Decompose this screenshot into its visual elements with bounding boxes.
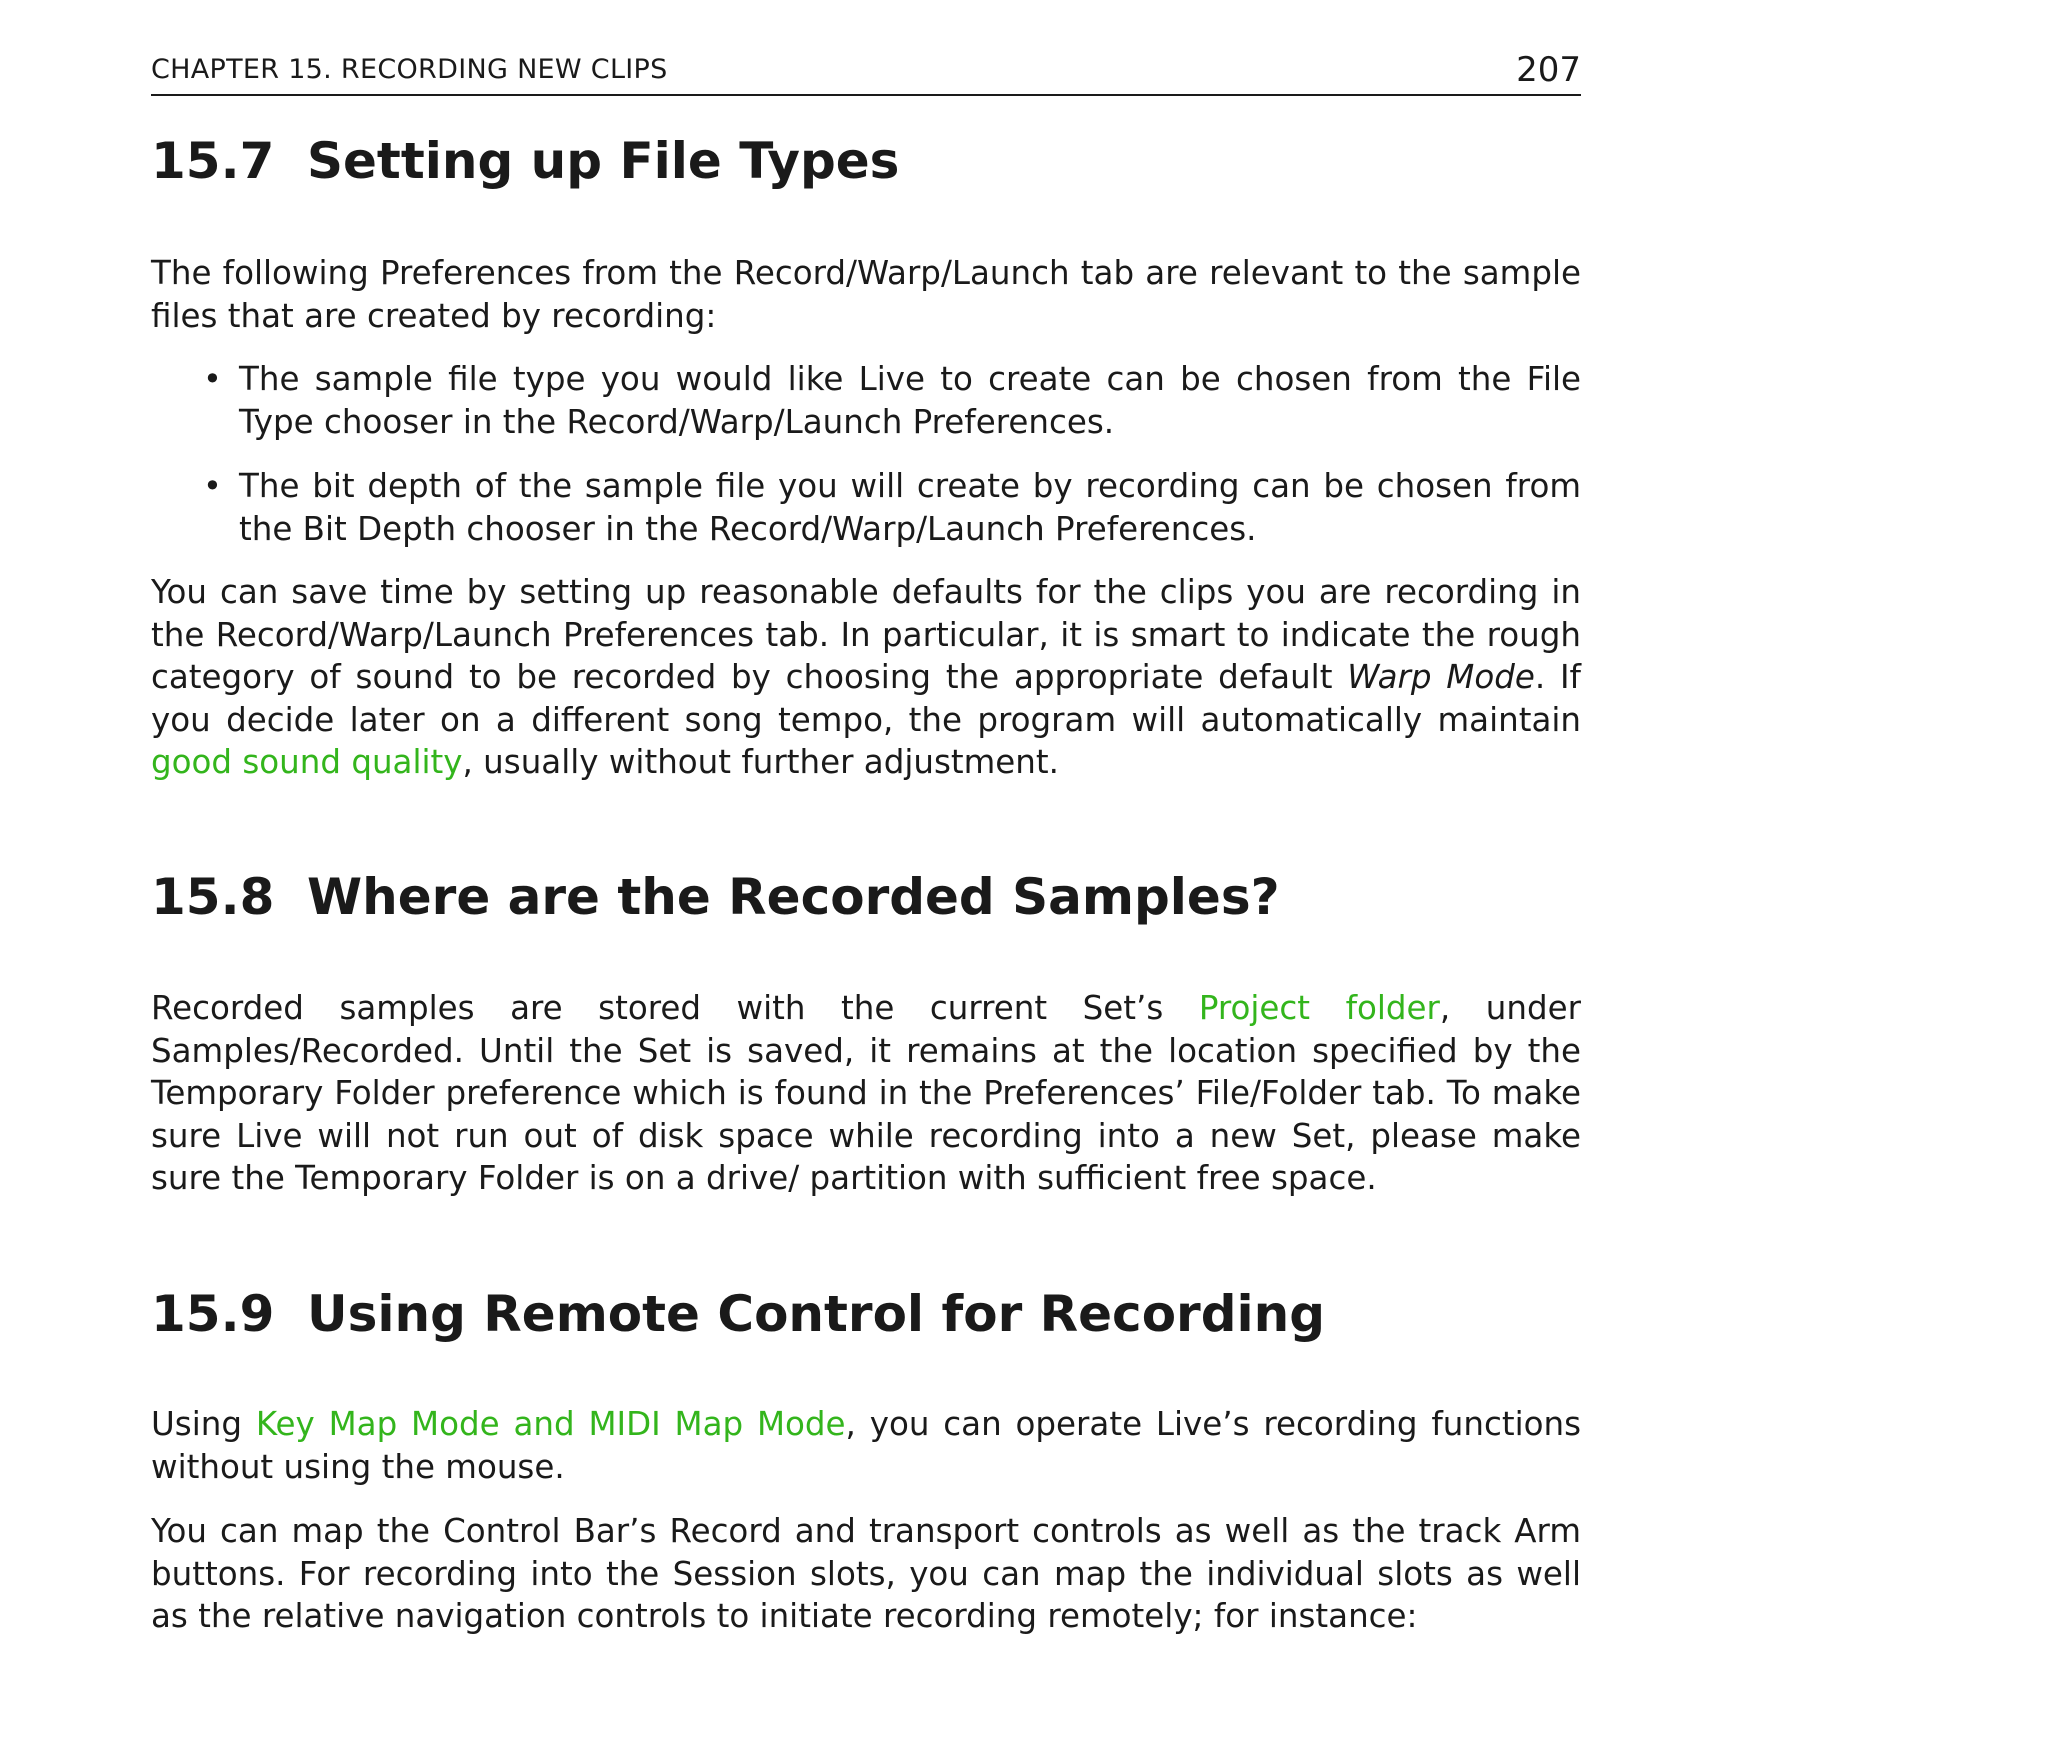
paragraph-text: , under Samples/Recorded. Until the Set is saved, it remains at the location specified by the Temporary Folder preference which is found in the Preferences’ File/Folder tab. To make sure Live will not run out of disk space while recording into a new Set, please make sure the Temporary Folder is on a drive/ partition with sufficient free space. bbox=[151, 989, 1581, 1197]
section-number: 15.9 bbox=[151, 1285, 275, 1343]
section-title: Setting up File Types bbox=[307, 132, 900, 190]
project-folder-link[interactable]: Project folder bbox=[1198, 989, 1440, 1027]
warp-mode-term: Warp Mode bbox=[1347, 658, 1535, 696]
section-title: Using Remote Control for Recording bbox=[307, 1285, 1326, 1343]
paragraph-text: You can save time by setting up reasonable defaults for the clips you are recording in the Record/Warp/Launch Preferences tab. In particular, it is smart to indicate the rough category of sound to be recorded by choosing the appropriate default bbox=[151, 573, 1581, 696]
good-sound-quality-link[interactable]: good sound quality bbox=[151, 743, 463, 781]
section-number: 15.8 bbox=[151, 868, 275, 926]
bullet-icon: • bbox=[203, 360, 222, 398]
section-heading-15-7 bbox=[151, 132, 899, 190]
running-head bbox=[151, 50, 1581, 96]
page-number: 207 bbox=[1516, 50, 1581, 90]
list-item bbox=[151, 465, 1581, 550]
bullet-icon: • bbox=[203, 467, 222, 505]
paragraph-remote-control bbox=[151, 1403, 1581, 1488]
paragraph-text: , usually without further adjustment. bbox=[462, 743, 1059, 781]
paragraph-text: Using bbox=[151, 1405, 256, 1443]
list-item-text: The sample file type you would like Live to create can be chosen from the File Type chooser in the Record/Warp/Launch Preferences. bbox=[239, 360, 1581, 441]
paragraph-mapping: You can map the Control Bar’s Record and transport controls as well as the track Arm buttons. For recording into the Session slots, you can map the individual slots as well as the relative navigation controls to initiate recording remotely; for instance: bbox=[151, 1512, 1581, 1635]
list-item bbox=[151, 358, 1581, 443]
paragraph-defaults bbox=[151, 571, 1581, 784]
section-number: 15.7 bbox=[151, 132, 275, 190]
key-map-midi-map-link[interactable]: Key Map Mode and MIDI Map Mode bbox=[255, 1405, 846, 1443]
paragraph-text: , you can operate Live’s recording functions without using the mouse. bbox=[151, 1405, 1582, 1486]
list-item-text: The bit depth of the sample file you will create by recording can be chosen from the Bit Depth chooser in the Record/Warp/Launch Preferences. bbox=[239, 467, 1581, 548]
paragraph-recorded-samples bbox=[151, 987, 1581, 1200]
paragraph-text: . If you decide later on a different song tempo, the program will automatically maintain bbox=[151, 658, 1581, 739]
section-heading-15-9 bbox=[151, 1285, 1325, 1343]
bullet-list bbox=[151, 358, 1581, 550]
section-heading-15-8 bbox=[151, 868, 1280, 926]
paragraph-text: Recorded samples are stored with the current Set’s bbox=[151, 989, 1199, 1027]
chapter-title: CHAPTER 15. RECORDING NEW CLIPS bbox=[151, 54, 668, 85]
paragraph-intro: The following Preferences from the Record/Warp/Launch tab are relevant to the sample files that are created by recording: bbox=[151, 254, 1581, 335]
section-title: Where are the Recorded Samples? bbox=[307, 868, 1280, 926]
